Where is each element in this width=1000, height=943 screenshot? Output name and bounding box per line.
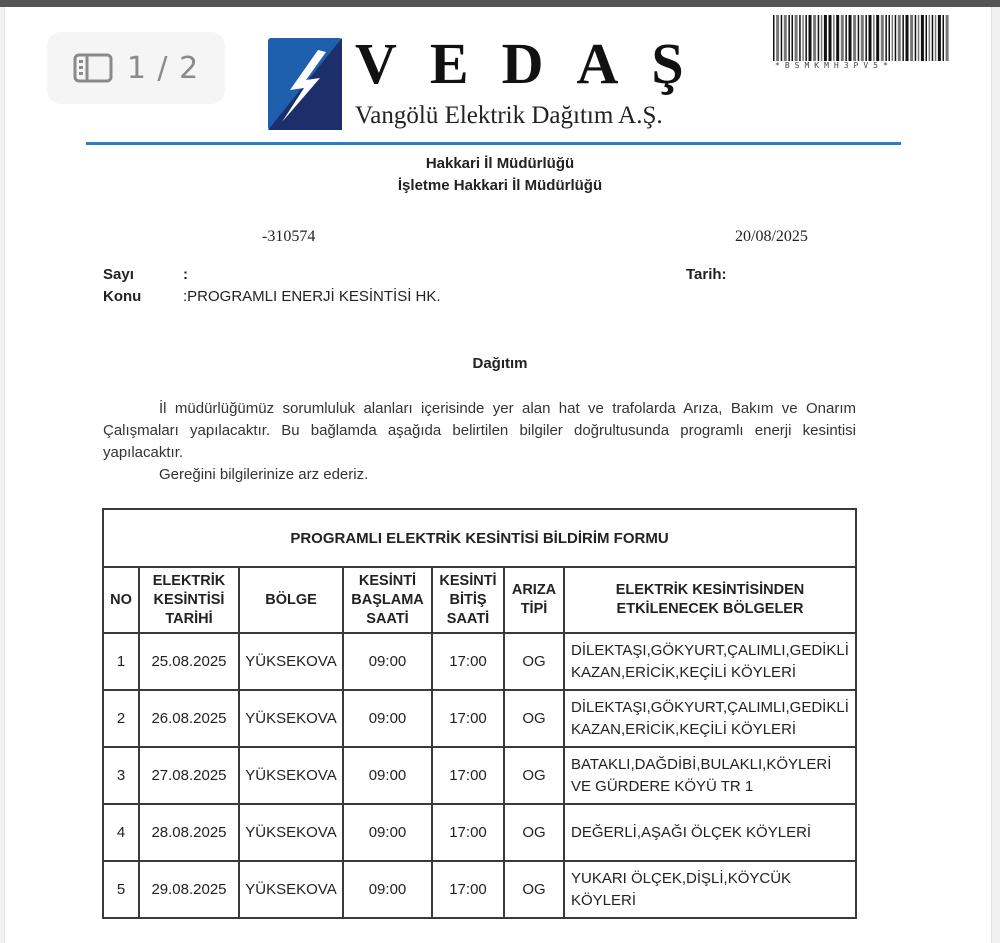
cell-region: YÜKSEKOVA (239, 804, 343, 861)
cell-areas: DEĞERLİ,AŞAĞI ÖLÇEK KÖYLERİ (564, 804, 856, 861)
barcode-bar (895, 15, 897, 61)
barcode-bar (892, 15, 894, 61)
barcode-bar (836, 15, 839, 61)
barcode-bar (809, 15, 812, 61)
barcode-bar (906, 15, 909, 61)
barcode-bar (876, 15, 879, 61)
table-row (103, 633, 856, 690)
viewer-scrollbar[interactable] (991, 7, 1000, 943)
col-header-type: ARIZA TİPİ (504, 567, 564, 633)
barcode-bar (865, 15, 867, 61)
barcode-bar (943, 15, 945, 61)
col-header-date: ELEKTRİK KESİNTİSİ TARİHİ (139, 567, 239, 633)
table-header-row (103, 567, 856, 633)
letter-date: 20/08/2025 (735, 228, 808, 245)
cell-region: YÜKSEKOVA (239, 861, 343, 918)
cell-type: OG (504, 861, 564, 918)
tarih-label: Tarih: (686, 266, 727, 283)
barcode-bar (773, 15, 775, 61)
viewer-top-bar (0, 0, 1000, 7)
barcode-bar (784, 15, 787, 61)
cell-start: 09:00 (343, 804, 432, 861)
barcode-bar (885, 15, 887, 61)
table-title: PROGRAMLI ELEKTRİK KESİNTİSİ BİLDİRİM FORMU (103, 509, 856, 567)
barcode-bar (802, 15, 804, 61)
page-indicator[interactable] (47, 32, 225, 104)
barcode-bar (829, 15, 832, 61)
barcode-bar (869, 15, 872, 61)
barcode-bar (926, 15, 928, 61)
barcode-bar (788, 15, 790, 61)
barcode-bar (799, 15, 801, 61)
header-divider (86, 142, 901, 145)
barcode-bar (833, 15, 835, 61)
cell-areas: DİLEKTAŞI,GÖKYURT,ÇALIMLI,GEDİKLİ KAZAN,ERİCİK,KEÇİLİ KÖYLERİ (564, 633, 856, 690)
cell-type: OG (504, 633, 564, 690)
barcode-bar (849, 15, 852, 61)
barcode-bar (902, 15, 904, 61)
cell-areas: YUKARI ÖLÇEK,DİŞLİ,KÖYCÜK KÖYLERİ (564, 861, 856, 918)
cell-no: 3 (103, 747, 139, 804)
barcode-bar (918, 15, 920, 61)
office-line-2: İşletme Hakkari İl Müdürlüğü (397, 177, 603, 194)
barcode-bar (824, 15, 827, 61)
cell-no: 4 (103, 804, 139, 861)
table-row (103, 861, 856, 918)
col-header-no: NO (103, 567, 139, 633)
cell-no: 1 (103, 633, 139, 690)
col-header-areas: ELEKTRİK KESİNTİSİNDEN ETKİLENECEK BÖLGELER (564, 567, 856, 633)
cell-date: 25.08.2025 (139, 633, 239, 690)
distribution-heading: Dağıtım (472, 355, 528, 372)
lightning-bolt-icon (268, 38, 342, 130)
barcode-bar (805, 15, 807, 61)
cell-start: 09:00 (343, 690, 432, 747)
barcode (773, 15, 949, 61)
cell-type: OG (504, 804, 564, 861)
cell-type: OG (504, 690, 564, 747)
cell-start: 09:00 (343, 747, 432, 804)
barcode-bar (898, 15, 901, 61)
cell-areas: BATAKLI,DAĞDİBİ,BULAKLI,KÖYLERİ VE GÜRDERE KÖYÜ TR 1 (564, 747, 856, 804)
office-line-1: Hakkari İl Müdürlüğü (425, 155, 575, 172)
table-row (103, 747, 856, 804)
cell-date: 27.08.2025 (139, 747, 239, 804)
col-header-region: BÖLGE (239, 567, 343, 633)
page-indicator-text: 1 / 2 (126, 50, 200, 86)
table-row (103, 804, 856, 861)
sayi-label: Sayı (103, 266, 134, 283)
cell-region: YÜKSEKOVA (239, 747, 343, 804)
barcode-bar (853, 15, 856, 61)
cell-region: YÜKSEKOVA (239, 690, 343, 747)
cell-region: YÜKSEKOVA (239, 633, 343, 690)
barcode-bar (938, 15, 941, 61)
cell-end: 17:00 (432, 861, 504, 918)
table-row (103, 690, 856, 747)
konu-label: Konu (103, 288, 142, 305)
barcode-bar (921, 15, 924, 61)
col-header-start: KESİNTİ BAŞLAMA SAATİ (343, 567, 432, 633)
col-header-end: KESİNTİ BİTİŞ SAATİ (432, 567, 504, 633)
barcode-bar (910, 15, 913, 61)
barcode-bar (932, 15, 934, 61)
barcode-text: *BSMKMH3PV5* (775, 61, 893, 70)
brand-subtitle: Vangölü Elektrik Dağıtım A.Ş. (355, 102, 663, 129)
body-paragraph: İl müdürlüğümüz sorumluluk alanları içerisinde yer alan hat ve trafolarda Arıza, Bakım ve Onarım Çalışmaları yapılacaktır. Bu bağlamda aşağıda belirtilen bilgiler doğrultusunda programlı enerji kesintisi yapılacaktır. (103, 400, 856, 461)
cell-end: 17:00 (432, 690, 504, 747)
barcode-bar (795, 15, 798, 61)
closing-line: Gereğini bilgilerinize arz ederiz. (159, 466, 369, 483)
barcode-bar (813, 15, 816, 61)
cell-date: 26.08.2025 (139, 690, 239, 747)
brand-name: VEDAŞ (355, 31, 717, 96)
barcode-bar (946, 15, 949, 61)
barcode-bar (792, 15, 794, 61)
cell-no: 2 (103, 690, 139, 747)
barcode-bar (889, 15, 891, 61)
cell-end: 17:00 (432, 747, 504, 804)
barcode-bar (776, 15, 779, 61)
barcode-bar (818, 15, 820, 61)
barcode-bar (873, 15, 875, 61)
viewer-left-edge (0, 7, 5, 943)
barcode-bar (929, 15, 931, 61)
cell-type: OG (504, 747, 564, 804)
barcode-bar (781, 15, 783, 61)
barcode-bar (845, 15, 847, 61)
cell-end: 17:00 (432, 804, 504, 861)
sidebar-panel-icon (73, 53, 113, 83)
sayi-colon: : (183, 266, 188, 283)
outage-table (102, 508, 857, 919)
barcode-bar (841, 15, 844, 61)
cell-date: 29.08.2025 (139, 861, 239, 918)
barcode-bar (858, 15, 860, 61)
barcode-bar (821, 15, 823, 61)
cell-start: 09:00 (343, 861, 432, 918)
barcode-bar (861, 15, 864, 61)
barcode-bar (915, 15, 917, 61)
cell-areas: DİLEKTAŞI,GÖKYURT,ÇALIMLI,GEDİKLİ KAZAN,ERİCİK,KEÇİLİ KÖYLERİ (564, 690, 856, 747)
barcode-bar (935, 15, 937, 61)
cell-end: 17:00 (432, 633, 504, 690)
konu-value: :PROGRAMLI ENERJİ KESİNTİSİ HK. (183, 288, 441, 305)
reference-number: -310574 (262, 228, 316, 245)
cell-date: 28.08.2025 (139, 804, 239, 861)
cell-no: 5 (103, 861, 139, 918)
barcode-bar (881, 15, 884, 61)
cell-start: 09:00 (343, 633, 432, 690)
